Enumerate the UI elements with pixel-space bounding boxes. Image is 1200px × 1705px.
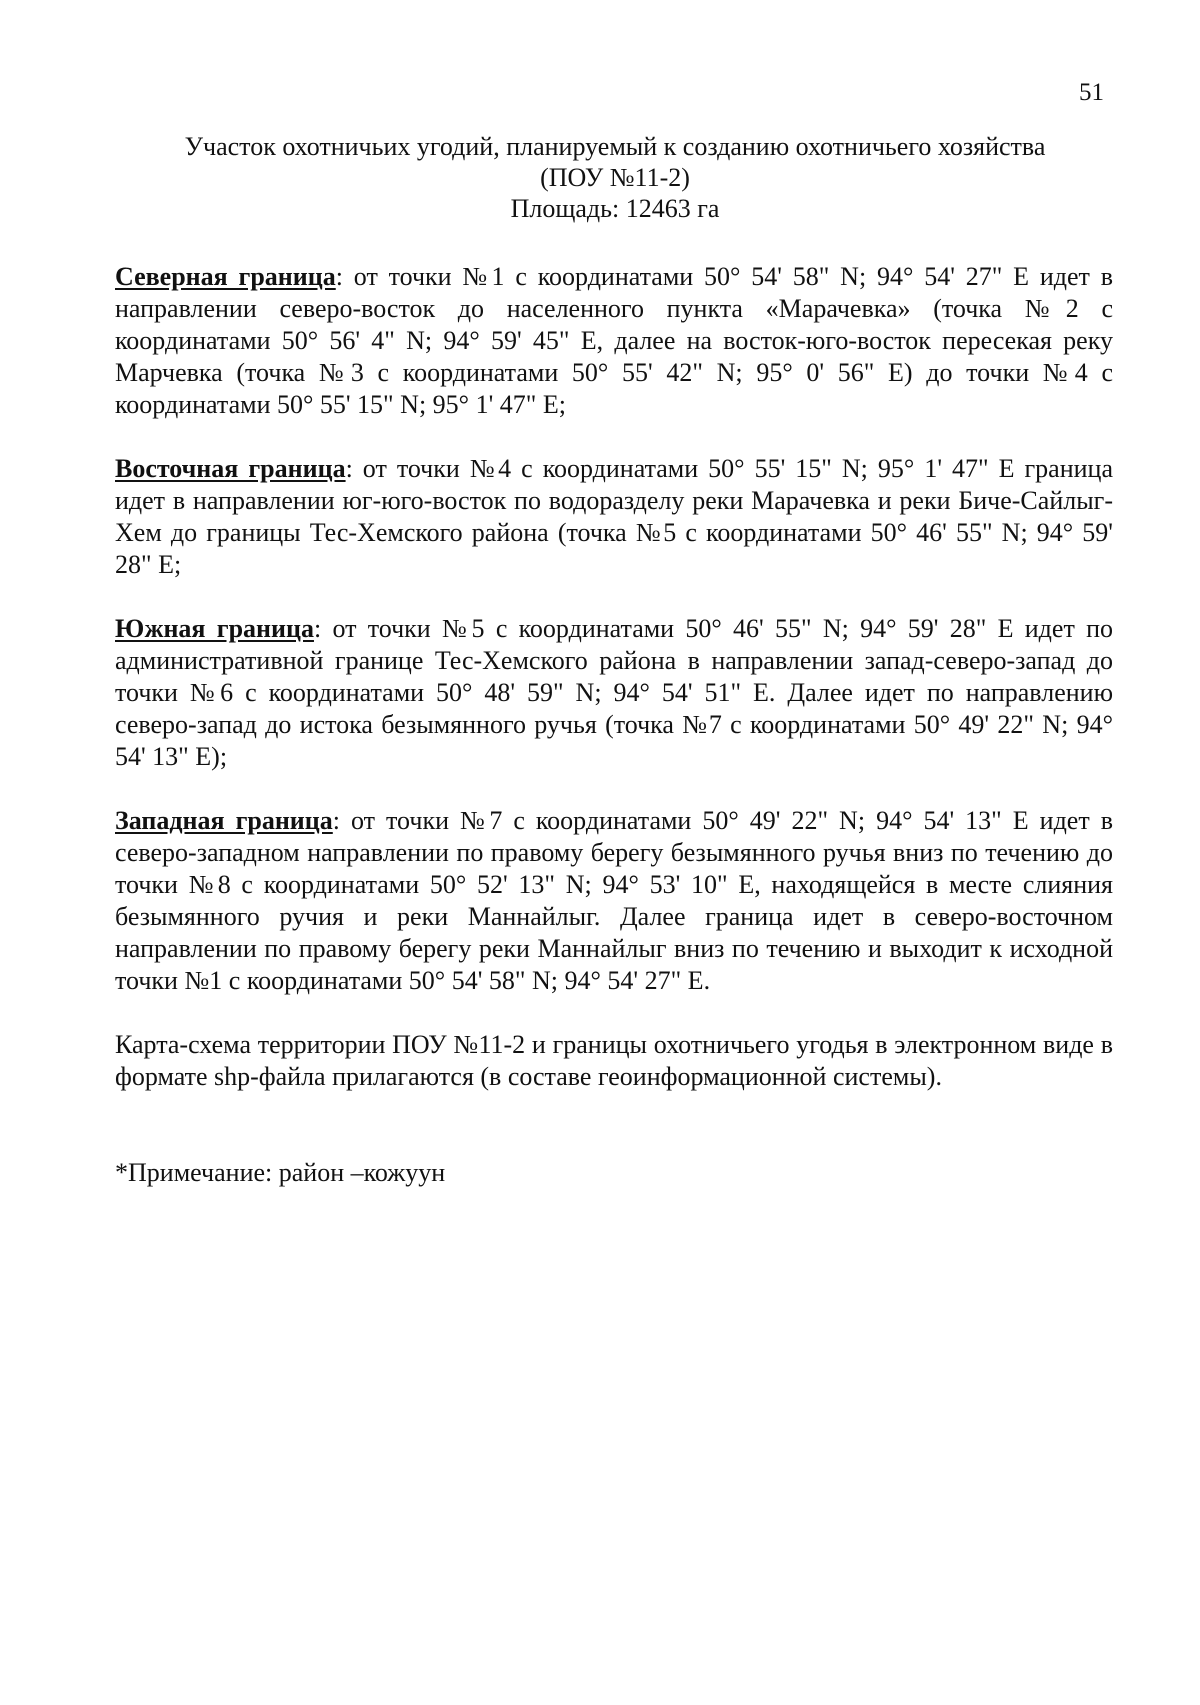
header-area: Площадь: 12463 га bbox=[510, 194, 720, 223]
south-boundary-paragraph bbox=[115, 613, 1113, 773]
south-boundary-label: Южная граница bbox=[115, 614, 314, 643]
north-boundary-label: Северная граница bbox=[115, 262, 336, 291]
west-boundary-paragraph bbox=[115, 805, 1113, 997]
east-boundary-label: Восточная граница bbox=[115, 454, 346, 483]
header-code: (ПОУ №11-2) bbox=[540, 163, 690, 192]
header-title: Участок охотничьих угодий, планируемый к созданию охотничьего хозяйства bbox=[184, 132, 1046, 161]
east-boundary-text: : от точки №4 с координатами 50° 55' 15" N; 95° 1' 47" E граница идет в направлении юг-юго-восток по водоразделу реки Марачевка и реки Биче-Сайлыг-Хем до границы Тес-Хемского района (точка №5 с координатами 50° 46' 55" N; 94° 59' 28" E; bbox=[115, 454, 1114, 579]
footnote: *Примечание: район –кожуун bbox=[115, 1158, 446, 1187]
map-note-paragraph: Карта-схема территории ПОУ №11-2 и границы охотничьего угодья в электронном виде в формате shp-файла прилагаются (в составе геоинформационной системы). bbox=[115, 1030, 1113, 1091]
west-boundary-label: Западная граница bbox=[115, 806, 333, 835]
east-boundary-paragraph bbox=[115, 453, 1113, 581]
south-boundary-text: : от точки №5 с координатами 50° 46' 55" N; 94° 59' 28" E идет по административной границе Тес-Хемского района в направлении запад-северо-запад до точки №6 с координатами 50° 48' 59" N; 94° 54' 51" E. Далее идет по направлению северо-запад до истока безымянного ручья (точка №7 с координатами 50° 49' 22" N; 94° 54' 13" E); bbox=[115, 614, 1113, 771]
north-boundary-paragraph bbox=[115, 261, 1113, 421]
west-boundary-text: : от точки №7 с координатами 50° 49' 22" N; 94° 54' 13" E идет в северо-западном направлении по правому берегу безымянного ручья вниз по течению до точки №8 с координатами 50° 52' 13" N; 94° 53' 10" E, находящейся в месте слияния безымянного ручия и реки Маннайлыг. Далее граница идет в северо-восточном направлении по правому берегу реки Маннайлыг вниз по течению и выходит к исходной точки №1 с координатами 50° 54' 58" N; 94° 54' 27" E. bbox=[115, 806, 1113, 995]
page-number: 51 bbox=[1079, 79, 1104, 106]
north-boundary-text: : от точки №1 с координатами 50° 54' 58" N; 94° 54' 27" E идет в направлении северо-восток до населенного пункта «Марачевка» (точка №2 с координатами 50° 56' 4" N; 94° 59' 45" E, далее на восток-юго-восток пересекая реку Марчевка (точка №3 с координатами 50° 55' 42" N; 95° 0' 56" E) до точки №4 с координатами 50° 55' 15" N; 95° 1' 47" E; bbox=[115, 262, 1113, 419]
document-header bbox=[115, 131, 1115, 224]
document-body bbox=[115, 261, 1113, 1215]
